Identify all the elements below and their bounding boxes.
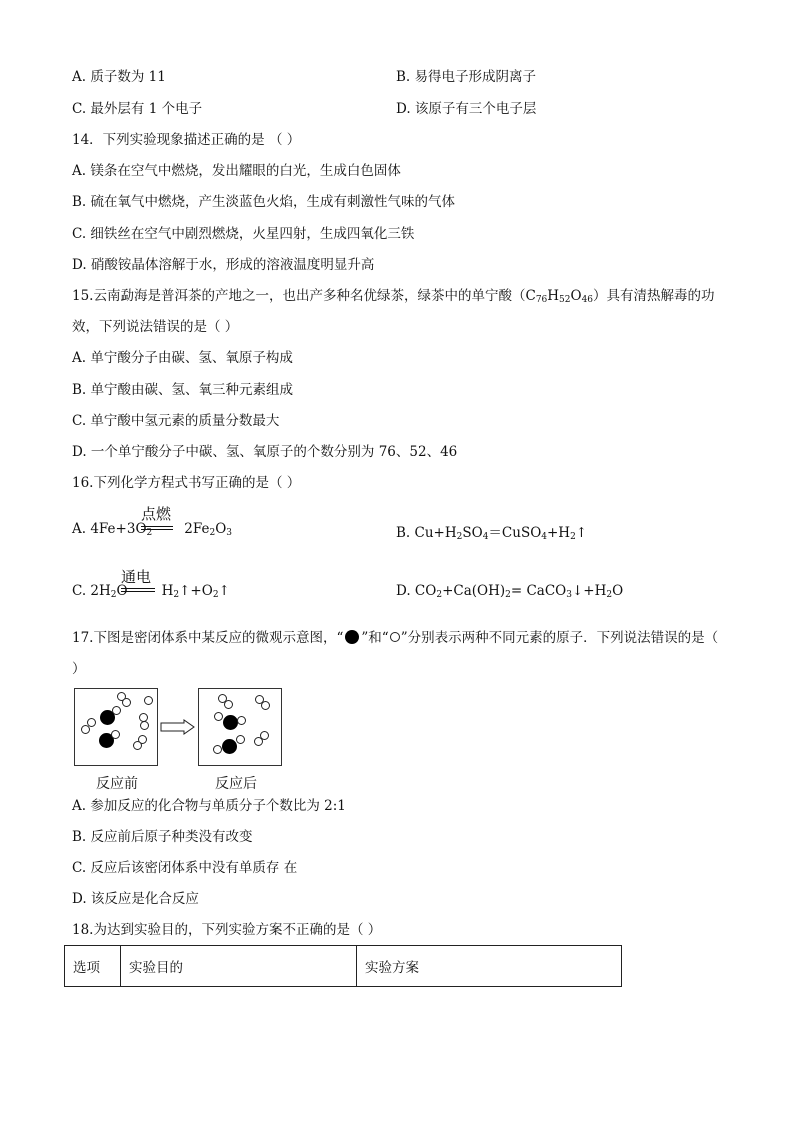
white-atom-icon bbox=[390, 632, 400, 642]
white-atom bbox=[133, 741, 142, 750]
q16-a-equal-bottom bbox=[141, 529, 173, 530]
table-header-goal: 实验目的 bbox=[121, 946, 357, 987]
white-atom bbox=[237, 716, 246, 725]
q18-table bbox=[64, 945, 622, 987]
reaction-arrow-icon bbox=[160, 719, 196, 735]
table-header-option: 选项 bbox=[65, 946, 121, 987]
q16-a-equal-top bbox=[141, 526, 173, 527]
black-atom-icon bbox=[345, 630, 359, 644]
q15-option-b: B. 单宁酸由碳、氢、氧三种元素组成 bbox=[72, 382, 294, 398]
q16-option-d: D. $CO_2+Ca(OH)_2=$ $CaCO_3↓+H_2O$ bbox=[396, 583, 624, 600]
black-atom bbox=[223, 715, 238, 730]
q14-option-c: C. 细铁丝在空气中剧烈燃烧，火星四射，生成四氧化三铁 bbox=[72, 226, 415, 242]
q17-stem-line1: 17.下图是密闭体系中某反应的微观示意图，“ ”和“ ”分别表示两种不同元素的原子．下列说法错误的是（ bbox=[72, 630, 719, 646]
q13-option-d: D. 该原子有三个电子层 bbox=[396, 101, 537, 117]
q15-option-d: D. 一个单宁酸分子中碳、氢、氧原子的个数分别为 76、52、46 bbox=[72, 444, 458, 460]
white-atom bbox=[224, 700, 233, 709]
reaction-after-box bbox=[198, 688, 282, 766]
table-header-method: 实验方案 bbox=[357, 946, 622, 987]
white-atom bbox=[236, 735, 245, 744]
white-atom bbox=[214, 712, 223, 721]
q17-option-a: A. 参加反应的化合物与单质分子个数比为 2:1 bbox=[72, 798, 346, 814]
q16-option-c: C. $2H_2O$ $H_2↑+O_2↑$ bbox=[72, 583, 230, 600]
white-atom bbox=[111, 730, 120, 739]
q16-option-a: A. $4Fe+3O_2$ $2Fe_2O_3$ bbox=[72, 521, 233, 538]
q17-stem-line2: ） bbox=[72, 661, 86, 677]
white-atom bbox=[112, 706, 121, 715]
q15-option-a: A. 单宁酸分子由碳、氢、氧原子构成 bbox=[72, 350, 293, 366]
white-atom bbox=[213, 745, 222, 754]
q13-option-b: B. 易得电子形成阴离子 bbox=[396, 69, 537, 85]
q16-c-equal-bottom bbox=[121, 591, 155, 592]
black-atom bbox=[222, 739, 237, 754]
reaction-before-box bbox=[74, 688, 158, 766]
white-atom bbox=[140, 721, 149, 730]
q16-stem: 16.下列化学方程式书写正确的是（ ） bbox=[72, 475, 301, 491]
q14-option-d: D. 硝酸铵晶体溶解于水，形成的溶液温度明显升高 bbox=[72, 257, 375, 273]
q15-option-c: C. 单宁酸中氢元素的质量分数最大 bbox=[72, 413, 280, 429]
q13-option-c: C. 最外层有 1 个电子 bbox=[72, 101, 203, 117]
caption-before: 反应前 bbox=[96, 776, 138, 792]
white-atom bbox=[122, 698, 131, 707]
q14-stem: 14．下列实验现象描述正确的是 （ ） bbox=[72, 132, 301, 148]
white-atom bbox=[87, 718, 96, 727]
q14-option-b: B. 硫在氧气中燃烧，产生淡蓝色火焰，生成有刺激性气味的气体 bbox=[72, 194, 456, 210]
white-atom bbox=[254, 737, 263, 746]
q14-option-a: A. 镁条在空气中燃烧，发出耀眼的白光，生成白色固体 bbox=[72, 163, 401, 179]
q15-stem-line2: 效，下列说法错误的是（ ） bbox=[72, 319, 239, 335]
white-atom bbox=[261, 701, 270, 710]
q15-stem-line1: 15.云南勐海是普洱茶的产地之一，也出产多种名优绿茶，绿茶中的单宁酸$(C_{76}H_{52}O_{46})$具有清热解毒的功 bbox=[72, 288, 715, 305]
table-header-row bbox=[65, 946, 622, 987]
q17-option-c: C. 反应后该密闭体系中没有单质存 在 bbox=[72, 860, 298, 876]
caption-after: 反应后 bbox=[215, 776, 257, 792]
q17-option-d: D. 该反应是化合反应 bbox=[72, 891, 199, 907]
q16-option-b: B. $Cu+H_2SO_4=CuSO_4+H_2↑$ bbox=[396, 525, 588, 542]
q17-option-b: B. 反应前后原子种类没有改变 bbox=[72, 829, 253, 845]
q16-c-condition: 通电 bbox=[121, 568, 152, 586]
q13-option-a: A. 质子数为 11 bbox=[72, 69, 166, 85]
q16-c-equal-top bbox=[121, 588, 155, 589]
q16-a-condition: 点燃 bbox=[141, 505, 172, 523]
q18-stem: 18.为达到实验目的，下列实验方案不正确的是（ ） bbox=[72, 922, 382, 938]
white-atom bbox=[144, 696, 153, 705]
